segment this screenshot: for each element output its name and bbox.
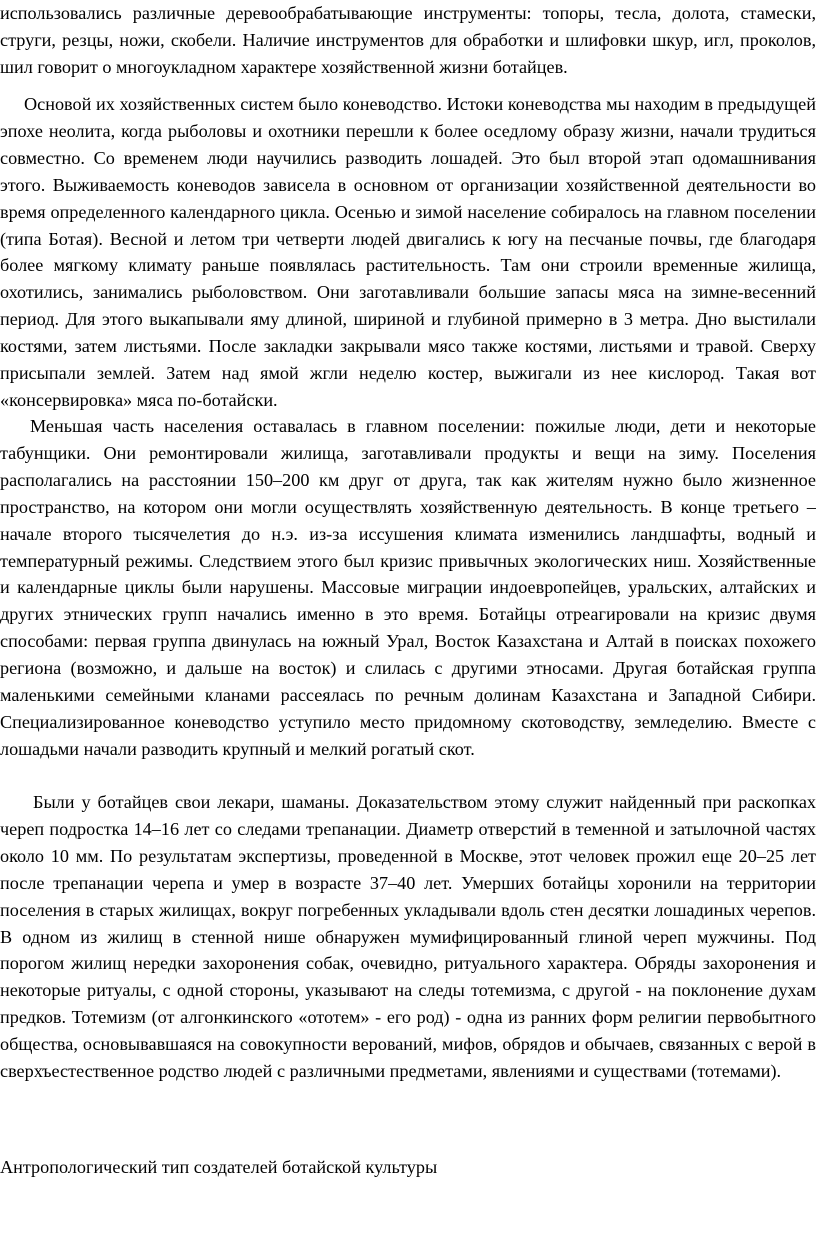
paragraph-horse-breeding: Основой их хозяйственных систем было коневодство. Истоки коневодства мы находим в предыдущей эпохе неолита, когда рыболовы и охотники перешли к более оседлому образу жизни, начали трудиться совместно. Со временем люди научились разводить лошадей. Это был второй этап одомашнивания этого. Выживаемость коневодов зависела в основном от организации хозяйственной деятельности во время определенного календарного цикла. Осенью и зимой население собиралось на главном поселении (типа Ботая). Весной и летом три четверти людей двигались к югу на песчаные почвы, где благодаря более мягкому климату раньше появлялась растительность. Там они строили временные жилища, охотились, занимались рыболовством. Они заготавливали большие запасы мяса на зимне-весенний период. Для этого выкапывали яму длиной, шириной и глубиной примерно в 3 метра. Дно выстилали костями, затем листьями. После закладки закрывали мясо также костями, листьями и травой. Сверху присыпали землей. Затем над ямой жгли неделю костер, выжигали из нее кислород. Такая вот «консервировка» мяса по-ботайски. [0,94,816,410]
paragraph-settlement-crisis: Меньшая часть населения оставалась в главном поселении: пожилые люди, дети и некоторые табунщики. Они ремонтировали жилища, заготавливали продукты и вещи на зиму. Поселения располагались на расстоянии 150–200 км друг от друга, так как жителям нужно было жизненное пространство, на котором они могли осуществлять хозяйственную деятельность. В конце третьего – начале второго тысячелетия до н.э. из-за иссушения климата изменились ландшафты, водный и температурный режимы. Следствием этого был кризис привычных экологических ниш. Хозяйственные и календарные циклы были нарушены. Массовые миграции индоевропейцев, уральских, алтайских и других этнических групп начались именно в это время. Ботайцы отреагировали на кризис двумя способами: первая группа двинулась на южный Урал, Восток Казахстана и Алтай в поисках похожего региона (возможно, и дальше на восток) и слилась с другими этносами. Другая ботайская группа маленькими семейными кланами рассеялась по речным долинам Казахстана и Западной Сибири. Специализированное коневодство уступило место придомному скотоводству, земледелию. Вместе с лошадьми начали разводить крупный и мелкий рогатый скот. [0,416,816,759]
paragraph-tools: использовались различные деревообрабатывающие инструменты: топоры, тесла, долота, стамески, струги, резцы, ножи, скобели. Наличие инструментов для обработки и шлифовки шкур, игл, проколов, шил говорит о многоукладном характере хозяйственной жизни ботайцев. [0,3,816,77]
section-heading: Антропологический тип создателей ботайской культуры [0,1157,438,1177]
paragraph-shamans-totemism: Были у ботайцев свои лекари, шаманы. Доказательством этому служит найденный при раскопках череп подростка 14–16 лет со следами трепанации. Диаметр отверстий в теменной и затылочной частях около 10 мм. По результатам экспертизы, проведенной в Москве, этот человек прожил еще 20–25 лет после трепанации черепа и умер в возрасте 37–40 лет. Умерших ботайцы хоронили на территории поселения в старых жилищах, вокруг погребенных укладывали вдоль стен десятки лошадиных черепов. В одном из жилищ в стенной нише обнаружен мумифицированный глиной череп мужчины. Под порогом жилищ нередки захоронения собак, очевидно, ритуального характера. Обряды захоронения и некоторые ритуалы, с одной стороны, указывают на следы тотемизма, с другой - на поклонение духам предков. Тотемизм (от алгонкинского «ототем» - его род) - одна из ранних форм религии первобытного общества, основывавшаяся на совокупности верований, мифов, обрядов и обычаев, связанных с верой в сверхъестественное родство людей с различными предметами, явлениями и существами (тотемами). [0,792,816,1082]
